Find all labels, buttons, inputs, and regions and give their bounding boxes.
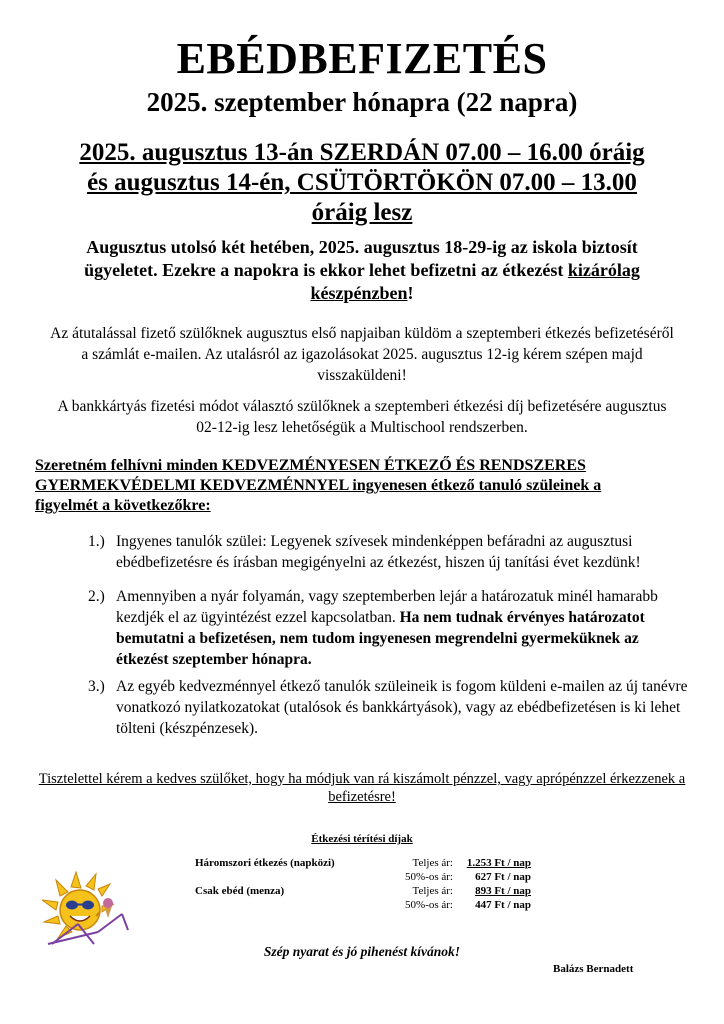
cash-notice-text: Augusztus utolsó két hetében, 2025. augusztus 18-29-ig az iskola biztosít ügyeletet. Ezekre a napokra is ekkor lehet befizetni az étkezést [84,237,638,280]
list-item-text: Amennyiben a nyár folyamán, vagy szeptemberben lejár a határozatuk minél hamarabb kezdjék el az ügyintézést ezzel kapcsolatban. [116,588,658,626]
cash-notice [55,236,669,305]
signature: Balázs Bernadett [553,963,634,975]
list-item-text: Az egyéb kedvezménnyel étkező tanulók szüleineik is fogom küldeni e-mailen az új tanévre vonatkozó nyilatkozatokat (utalósok és bankkártyások), vagy az ebédbefizetésen is ki lehet tölteni (készpénzesek). [116,678,688,737]
attention-heading: Szeretném felhívni minden KEDVEZMÉNYESEN ÉTKEZŐ ÉS RENDSZERES GYERMEKVÉDELMI KEDVEZMÉNNYEL ingyenesen étkező tanuló szüleinek a figyelmét a következőkre: [35,457,602,514]
fee-label [195,870,365,884]
list-item-text: Ingyenes tanulók szülei: Legyenek szívesek mindenképpen befáradni az augusztusi ebédbefizetésre és írásban megigényelni az étkezést, hiszen új tanítási évet kezdünk! [116,533,641,571]
list-item [90,586,690,670]
fees-table [195,856,531,912]
card-paragraph: A bankkártyás fizetési módot választó szülőknek a szeptemberi étkezési díj befizetésére augusztus 02-12-ig lesz lehetőségük a Multischool rendszerben. [57,398,667,436]
fee-label: Háromszori étkezés (napközi) [195,857,335,869]
list-item [90,531,690,573]
dates-line-3: óráig lesz [311,199,413,226]
fee-kind: Teljes ár: [412,857,453,869]
table-row [195,856,531,870]
table-row [195,884,531,898]
list-item [90,676,690,739]
fee-label [195,898,365,912]
fee-kind: 50%-os ár: [405,871,453,883]
sun-clipart-icon [38,870,138,948]
list-item-bold-text: Ha nem tudnak érvényes határozatot bemutatni a befizetésen, nem tudom ingyenesen megrendelni gyermeküknek az étkezést szeptember hónapra. [116,609,645,668]
page-title: EBÉDBEFIZETÉS [176,34,548,83]
list-item-number: 3.) [88,678,105,695]
fees-title: Étkezési térítési díjak [311,833,413,845]
fee-price: 893 Ft / nap [475,885,531,897]
cash-notice-end: ! [407,283,414,303]
closing-wish: Szép nyarat és jó pihenést kívánok! [263,944,461,959]
dates-line-2: és augusztus 14-én, CSÜTÖRTÖKÖN 07.00 – 13.00 [87,169,637,196]
dates-line-1: 2025. augusztus 13-án SZERDÁN 07.00 – 16.00 óráig [79,139,645,166]
table-row [195,870,531,884]
page-subtitle: 2025. szeptember hónapra (22 napra) [146,87,578,117]
list-item-number: 1.) [88,533,105,550]
cash-only-emphasis: kizárólag készpénzben [310,260,640,303]
transfer-paragraph: Az átutalással fizető szülőknek augusztus első napjaiban küldöm a szeptemberi étkezés befizetéséről a számlát e-mailen. Az utalásról az igazolásokat 2025. augusztus 12-ig kérem szépen majd visszaküldeni! [50,325,674,384]
fee-price: 627 Ft / nap [475,871,531,883]
fee-price: 447 Ft / nap [475,899,531,911]
sun-face-icon [60,890,100,930]
fee-label: Csak ebéd (menza) [195,885,285,897]
list-item-number: 2.) [88,588,105,605]
fee-price: 1.253 Ft / nap [466,857,531,869]
fee-kind: 50%-os ár: [405,899,453,911]
closing-request: Tisztelettel kérem a kedves szülőket, hogy ha módjuk van rá kiszámolt pénzzel, vagy aprópénzzel érkezzenek a befizetésre! [38,771,686,805]
payment-dates [40,138,684,228]
fee-kind: Teljes ár: [412,885,453,897]
table-row [195,898,531,912]
